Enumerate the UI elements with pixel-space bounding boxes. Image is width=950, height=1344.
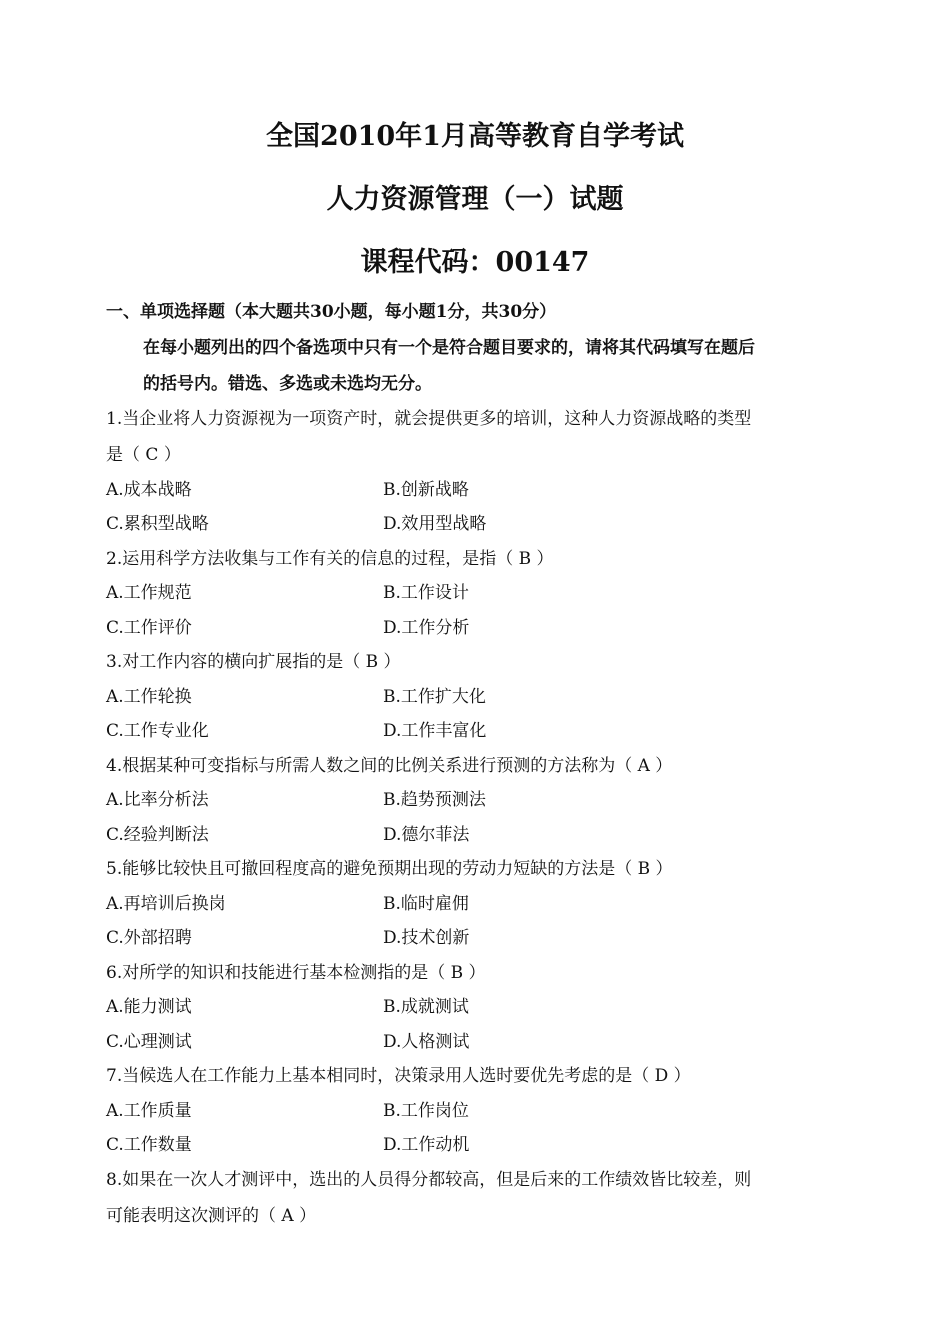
question-text: 4.根据某种可变指标与所需人数之间的比例关系进行预测的方法称为（ A ） [106,756,673,776]
option-b: B.工作岗位 [383,1101,469,1121]
option-a: A.比率分析法 [106,790,209,810]
question-text: 1.当企业将人力资源视为一项资产时，就会提供更多的培训，这种人力资源战略的类型 [106,409,752,429]
option-a: A.能力测试 [106,997,192,1017]
question-text: 7.当候选人在工作能力上基本相同时，决策录用人选时要优先考虑的是（ D ） [106,1066,691,1086]
option-c: C.累积型战略 [106,514,209,534]
option-b: B.工作扩大化 [383,687,486,707]
option-c: C.经验判断法 [106,825,209,845]
option-d: D.技术创新 [383,928,470,948]
option-a: A.再培训后换岗 [106,894,226,914]
option-b: B.成就测试 [383,997,469,1017]
question-text: 8.如果在一次人才测评中，选出的人员得分都较高，但是后来的工作绩效皆比较差，则 [106,1170,752,1190]
option-b: B.趋势预测法 [383,790,486,810]
option-d: D.德尔菲法 [383,825,470,845]
option-c: C.工作评价 [106,618,192,638]
section-instruction: 的括号内。错选、多选或未选均无分。 [143,374,432,394]
option-c: C.工作数量 [106,1135,192,1155]
question-text: 是（ C ） [106,445,181,465]
course-code: 课程代码：00147 [360,247,590,278]
question-text: 6.对所学的知识和技能进行基本检测指的是（ B ） [106,963,486,983]
question-text: 5.能够比较快且可撤回程度高的避免预期出现的劳动力短缺的方法是（ B ） [106,859,673,879]
exam-title: 全国2010年1月高等教育自学考试 [266,121,684,152]
option-a: A.工作轮换 [106,687,192,707]
option-b: B.工作设计 [383,583,469,603]
option-a: A.工作质量 [106,1101,192,1121]
option-c: C.外部招聘 [106,928,192,948]
exam-subtitle: 人力资源管理（一）试题 [326,184,624,215]
option-d: D.工作动机 [383,1135,470,1155]
option-c: C.工作专业化 [106,721,209,741]
option-a: A.成本战略 [106,480,192,500]
question-text: 3.对工作内容的横向扩展指的是（ B ） [106,652,401,672]
option-d: D.效用型战略 [383,514,487,534]
question-text: 可能表明这次测评的（ A ） [106,1206,317,1226]
option-b: B.临时雇佣 [383,894,469,914]
option-d: D.人格测试 [383,1032,470,1052]
option-b: B.创新战略 [383,480,469,500]
section-heading: 一、单项选择题（本大题共30小题，每小题1分，共30分） [106,302,557,322]
question-text: 2.运用科学方法收集与工作有关的信息的过程，是指（ B ） [106,549,554,569]
option-d: D.工作丰富化 [383,721,487,741]
option-d: D.工作分析 [383,618,470,638]
section-instruction: 在每小题列出的四个备选项中只有一个是符合题目要求的，请将其代码填写在题后 [143,338,755,358]
option-a: A.工作规范 [106,583,192,603]
option-c: C.心理测试 [106,1032,192,1052]
